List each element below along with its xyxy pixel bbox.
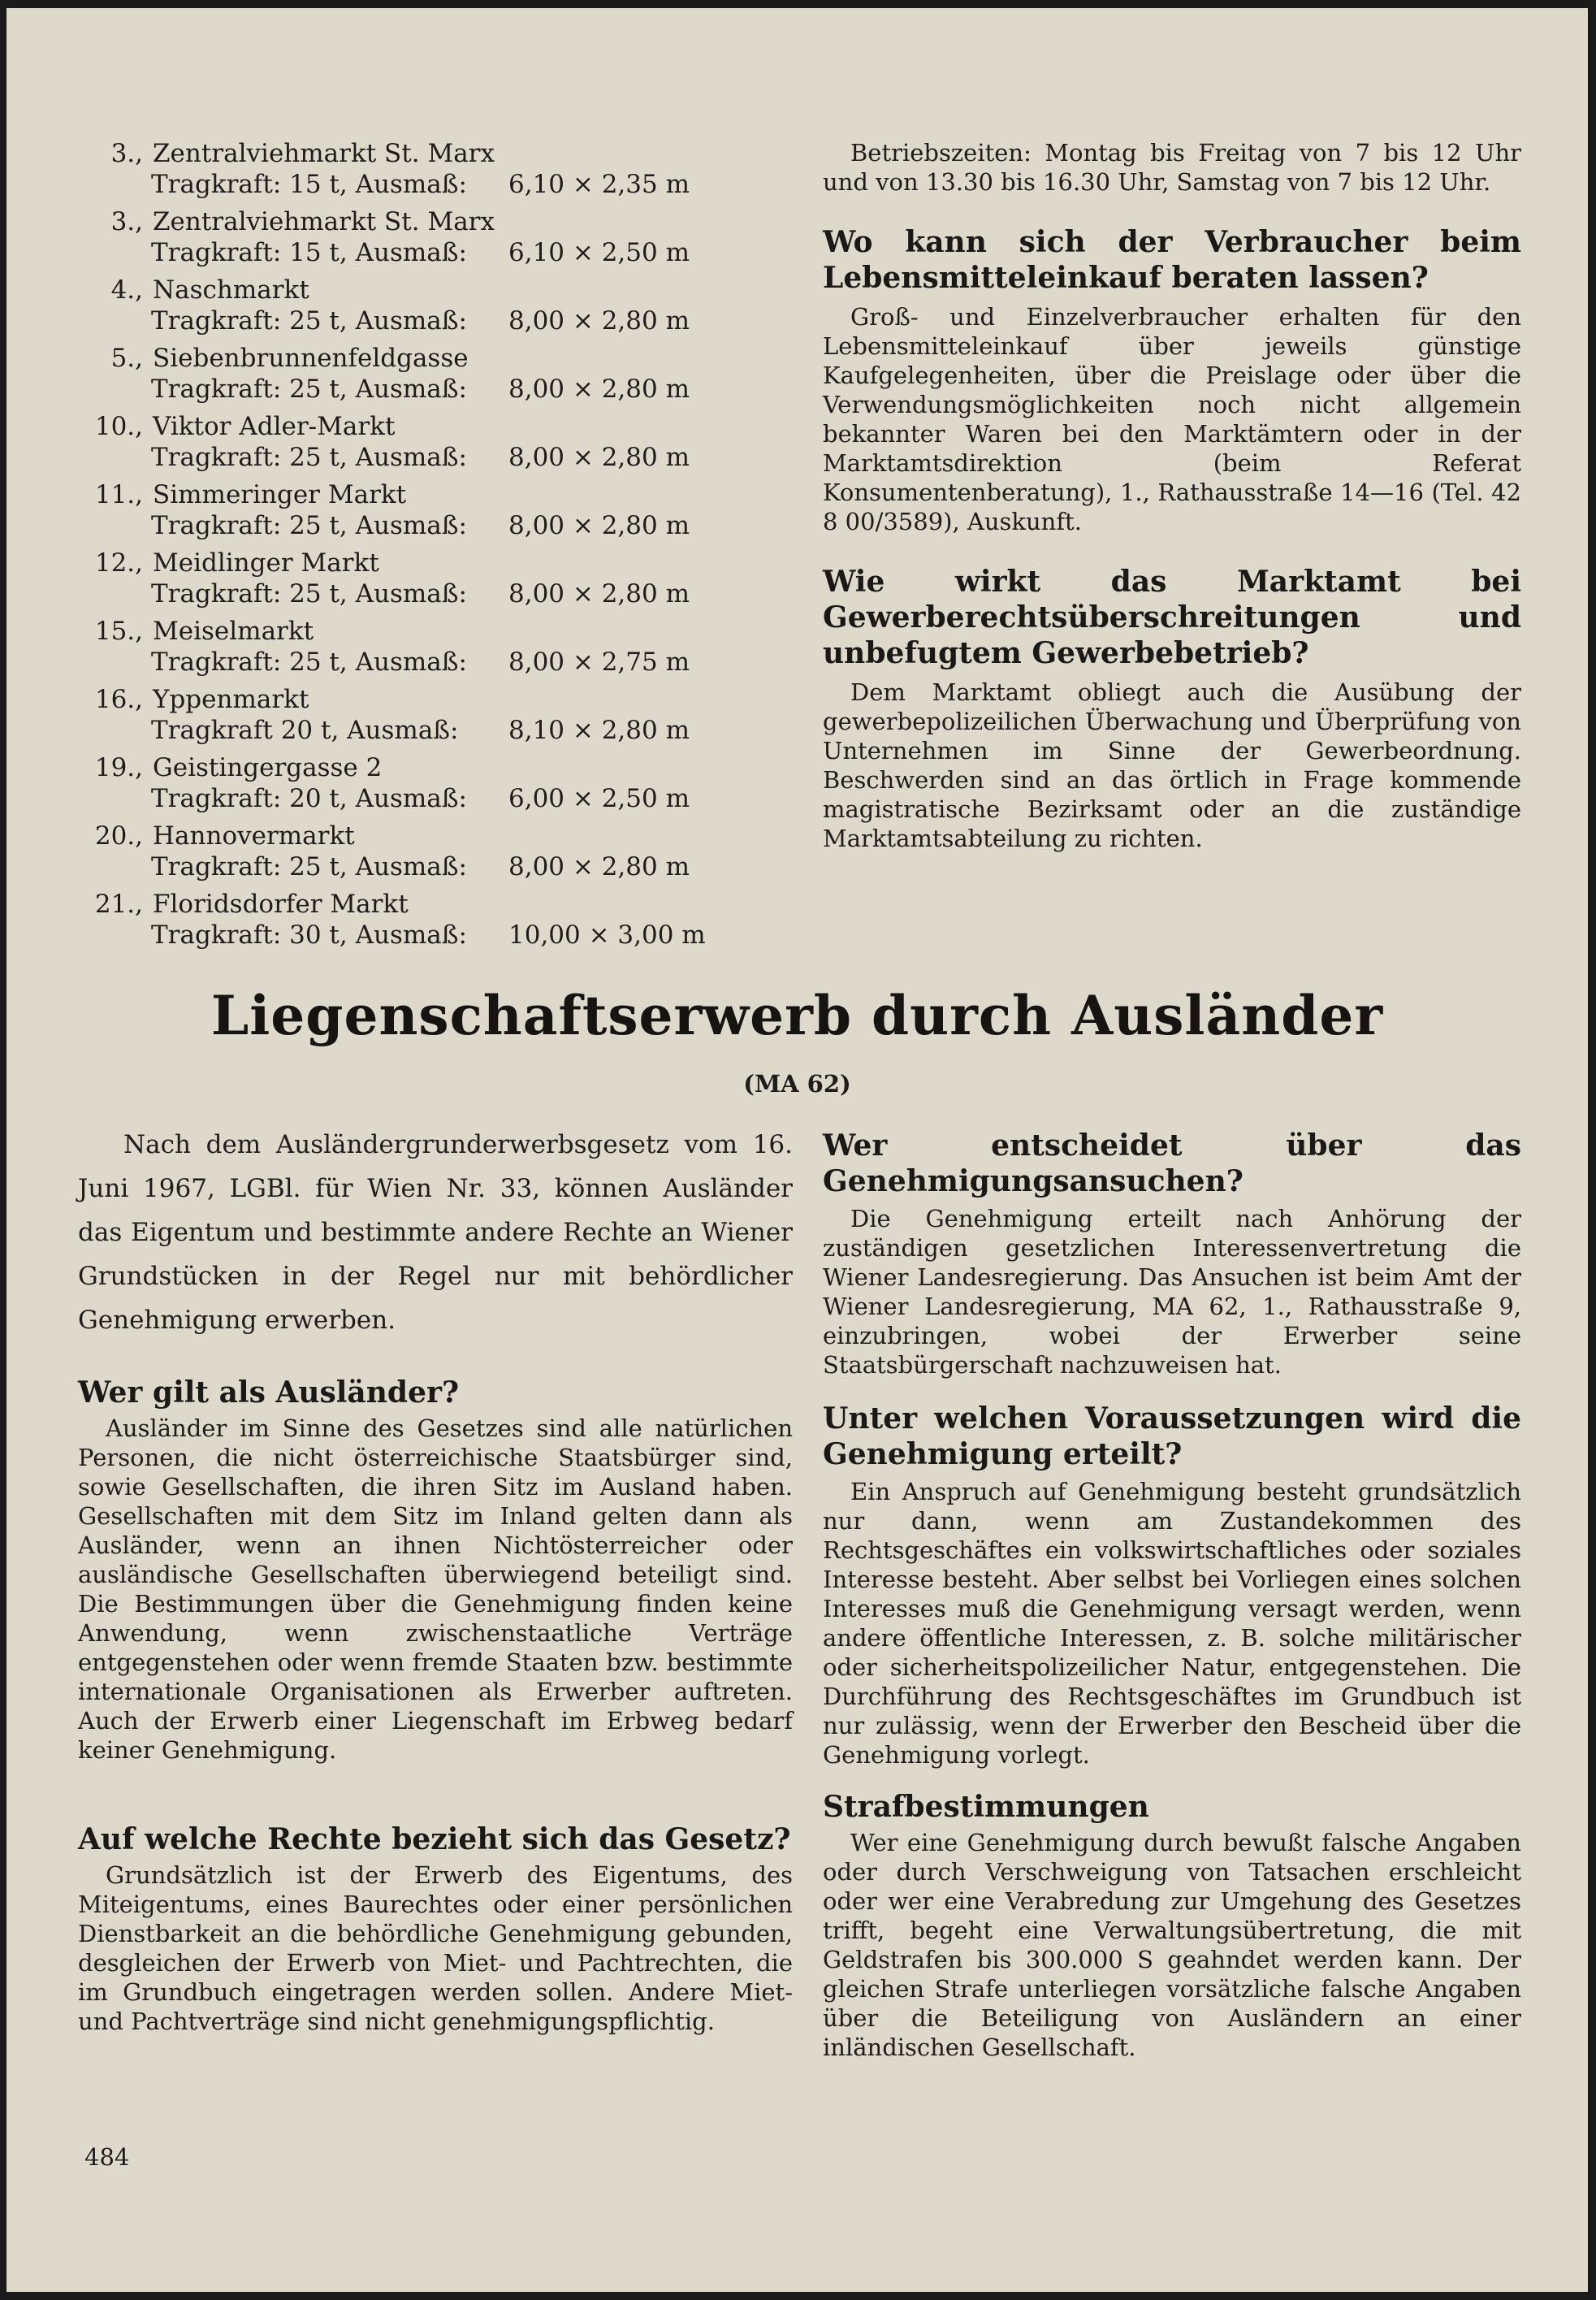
capacity-label: Tragkraft: 15 t, Ausmaß: (151, 238, 467, 267)
section-heading: Unter welchen Voraussetzungen wird die Genehmigung erteilt? (823, 1401, 1521, 1471)
district-number: 3., (110, 139, 143, 168)
intro-paragraph: Nach dem Ausländergrunderwerbsgesetz vom 16. Juni 1967, LGBl. für Wien Nr. 33, können Ausländer das Eigentum und bestimmte andere Rechte an Wiener Grundstücken in der Regel nur mit behördlicher Genehmigung erwerben. (78, 1130, 793, 1335)
market-name: Floridsdorfer Markt (153, 890, 409, 919)
capacity-label: Tragkraft: 25 t, Ausmaß: (151, 306, 467, 336)
paragraph: Die Genehmigung erteilt nach Anhörung der zuständigen gesetzlichen Interessenvertretung die Wiener Landesregierung. Das Ansuchen ist beim Amt der Wiener Landesregierung, MA 62, 1., Rathausstraße 9, einzubringen, wobei der Erwerber seine Staatsbürgerschaft nachzuweisen hat. (823, 1205, 1521, 1379)
dimensions: 8,00 × 2,80 m (508, 579, 690, 609)
district-number: 21., (94, 890, 143, 919)
capacity-label: Tragkraft: 25 t, Ausmaß: (151, 852, 467, 881)
dimensions: 8,00 × 2,80 m (508, 852, 690, 881)
page-subtitle: (MA 62) (743, 1070, 851, 1098)
list-item (78, 479, 744, 541)
operating-hours: Betriebszeiten: Montag bis Freitag von 7 bis 12 Uhr und von 13.30 bis 16.30 Uhr, Samstag von 7 bis 12 Uhr. (823, 139, 1521, 196)
capacity-label: Tragkraft: 20 t, Ausmaß: (151, 784, 467, 813)
paragraph: Ein Anspruch auf Genehmigung besteht grundsätzlich nur dann, wenn am Zustandekommen des Rechtsgeschäftes ein volkswirtschaftliches oder soziales Interesse besteht. Aber selbst bei Vorliegen eines solchen Interesses muß die Genehmigung versagt werden, wenn andere öffentliche Interessen, z. B. solche militärischer oder sicherheitspolizeilicher Natur, entgegenstehen. Die Durchführung des Rechtsgeschäftes im Grundbuch ist nur zulässig, wenn der Erwerber den Bescheid über die Genehmigung vorlegt. (823, 1478, 1521, 1769)
district-number: 12., (94, 548, 143, 578)
market-name: Naschmarkt (153, 275, 309, 305)
paragraph: Dem Marktamt obliegt auch die Ausübung der gewerbepolizeilichen Überwachung und Überprüfung von Unternehmen im Sinne der Gewerbeordnung. Beschwerden sind an das örtlich in Frage kommende magistratische Bezirksamt oder an die zuständige Marktamtsabteilung zu richten. (823, 678, 1521, 852)
right-top-column (823, 138, 1521, 853)
capacity-label: Tragkraft: 25 t, Ausmaß: (151, 443, 467, 472)
list-item (78, 411, 744, 473)
paragraph: Groß- und Einzelverbraucher erhalten für den Lebensmitteleinkauf über jeweils günstige Kaufgelegenheiten, über die Preislage oder über die Verwendungsmöglichkeiten noch nicht allgemein bekannter Waren bei den Marktämtern oder in der Marktamtsdirektion (beim Referat Konsumentenberatung), 1., Rathausstraße 14—16 (Tel. 42 8 00/3589), Auskunft. (823, 303, 1521, 535)
dimensions: 8,00 × 2,80 m (508, 511, 690, 540)
capacity-label: Tragkraft: 25 t, Ausmaß: (151, 579, 467, 609)
paragraph: Grundsätzlich ist der Erwerb des Eigentums, des Miteigentums, eines Baurechtes oder einer persönlichen Dienstbarkeit an die behördliche Genehmigung gebunden, desgleichen der Erwerb von Miet- und Pachtrechten, die im Grundbuch eingetragen werden sollen. Andere Miet- und Pachtverträge sind nicht genehmigungspflichtig. (78, 1861, 793, 2035)
dimensions: 6,10 × 2,35 m (508, 170, 690, 199)
market-name: Yppenmarkt (153, 685, 309, 714)
market-name: Meidlinger Markt (153, 548, 379, 578)
section-heading: Wer gilt als Ausländer? (78, 1375, 460, 1410)
right-bottom-column (823, 1128, 1521, 2062)
list-item (78, 616, 744, 678)
market-name: Geistingergasse 2 (153, 753, 383, 782)
dimensions: 10,00 × 3,00 m (508, 920, 706, 950)
district-number: 19., (94, 753, 143, 782)
list-item (78, 821, 744, 882)
left-bottom-column (78, 1123, 793, 2036)
capacity-label: Tragkraft: 30 t, Ausmaß: (151, 920, 467, 950)
dimensions: 6,10 × 2,50 m (508, 238, 690, 267)
capacity-label: Tragkraft: 15 t, Ausmaß: (151, 170, 467, 199)
district-number: 3., (110, 207, 143, 236)
list-item (78, 684, 744, 746)
page-title: Liegenschaftserwerb durch Ausländer (210, 984, 1384, 1047)
page-number: 484 (84, 2143, 130, 2171)
district-number: 16., (94, 685, 143, 714)
section-heading: Strafbestimmungen (823, 1790, 1149, 1824)
capacity-label: Tragkraft: 25 t, Ausmaß: (151, 375, 467, 404)
capacity-label: Tragkraft: 25 t, Ausmaß: (151, 648, 467, 677)
list-item (78, 548, 744, 609)
section-heading: Wer entscheidet über das Genehmigungsansuchen? (823, 1128, 1521, 1198)
dimensions: 8,10 × 2,80 m (508, 716, 690, 745)
market-name: Meiselmarkt (153, 617, 314, 646)
market-name: Zentralviehmarkt St. Marx (153, 139, 495, 168)
dimensions: 6,00 × 2,50 m (508, 784, 690, 813)
capacity-label: Tragkraft: 25 t, Ausmaß: (151, 511, 467, 540)
district-number: 11., (94, 480, 143, 509)
district-number: 10., (94, 412, 143, 441)
market-name: Hannovermarkt (153, 821, 355, 851)
list-item (78, 343, 744, 405)
district-number: 5., (110, 344, 143, 373)
capacity-label: Tragkraft 20 t, Ausmaß: (151, 716, 459, 745)
list-item (78, 275, 744, 336)
list-item (78, 889, 744, 951)
list-item (78, 206, 744, 268)
dimensions: 8,00 × 2,80 m (508, 443, 690, 472)
list-item (78, 752, 744, 814)
section-heading: Wo kann sich der Verbraucher beim Lebensmitteleinkauf beraten lassen? (823, 225, 1521, 295)
dimensions: 8,00 × 2,80 m (508, 375, 690, 404)
market-list (78, 138, 744, 957)
market-name: Simmeringer Markt (153, 480, 407, 509)
section-heading: Wie wirkt das Marktamt bei Gewerberechtsüberschreitungen und unbefugtem Gewerbebetrieb? (823, 565, 1521, 670)
paragraph: Ausländer im Sinne des Gesetzes sind alle natürlichen Personen, die nicht österreichische Staatsbürger sind, sowie Gesellschaften, die ihren Sitz im Ausland haben. Gesellschaften mit dem Sitz im Inland gelten dann als Ausländer, wenn an ihnen Nichtösterreicher oder ausländische Gesellschaften überwiegend beteiligt sind. Die Bestimmungen über die Genehmigung finden keine Anwendung, wenn zwischenstaatliche Verträge entgegenstehen oder wenn fremde Staaten bzw. bestimmte internationale Organisationen als Erwerber auftreten. Auch der Erwerb einer Liegenschaft im Erbweg bedarf keiner Genehmigung. (78, 1414, 793, 1764)
section-heading: Auf welche Rechte bezieht sich das Gesetz? (78, 1822, 791, 1856)
paragraph: Wer eine Genehmigung durch bewußt falsche Angaben oder durch Verschweigung von Tatsachen erschleicht oder wer eine Verabredung zur Umgehung des Gesetzes trifft, begeht eine Verwaltungsübertretung, die mit Geldstrafen bis 300.000 S geahndet werden kann. Der gleichen Strafe unterliegen vorsätzliche falsche Angaben über die Beteiligung von Ausländern an einer inländischen Gesellschaft. (823, 1829, 1521, 2061)
document-page (6, 8, 1588, 2292)
market-name: Zentralviehmarkt St. Marx (153, 207, 495, 236)
dimensions: 8,00 × 2,75 m (508, 648, 690, 677)
dimensions: 8,00 × 2,80 m (508, 306, 690, 336)
district-number: 20., (94, 821, 143, 851)
list-item (78, 138, 744, 200)
market-name: Viktor Adler-Markt (153, 412, 396, 441)
district-number: 4., (110, 275, 143, 305)
district-number: 15., (94, 617, 143, 646)
market-name: Siebenbrunnenfeldgasse (153, 344, 469, 373)
